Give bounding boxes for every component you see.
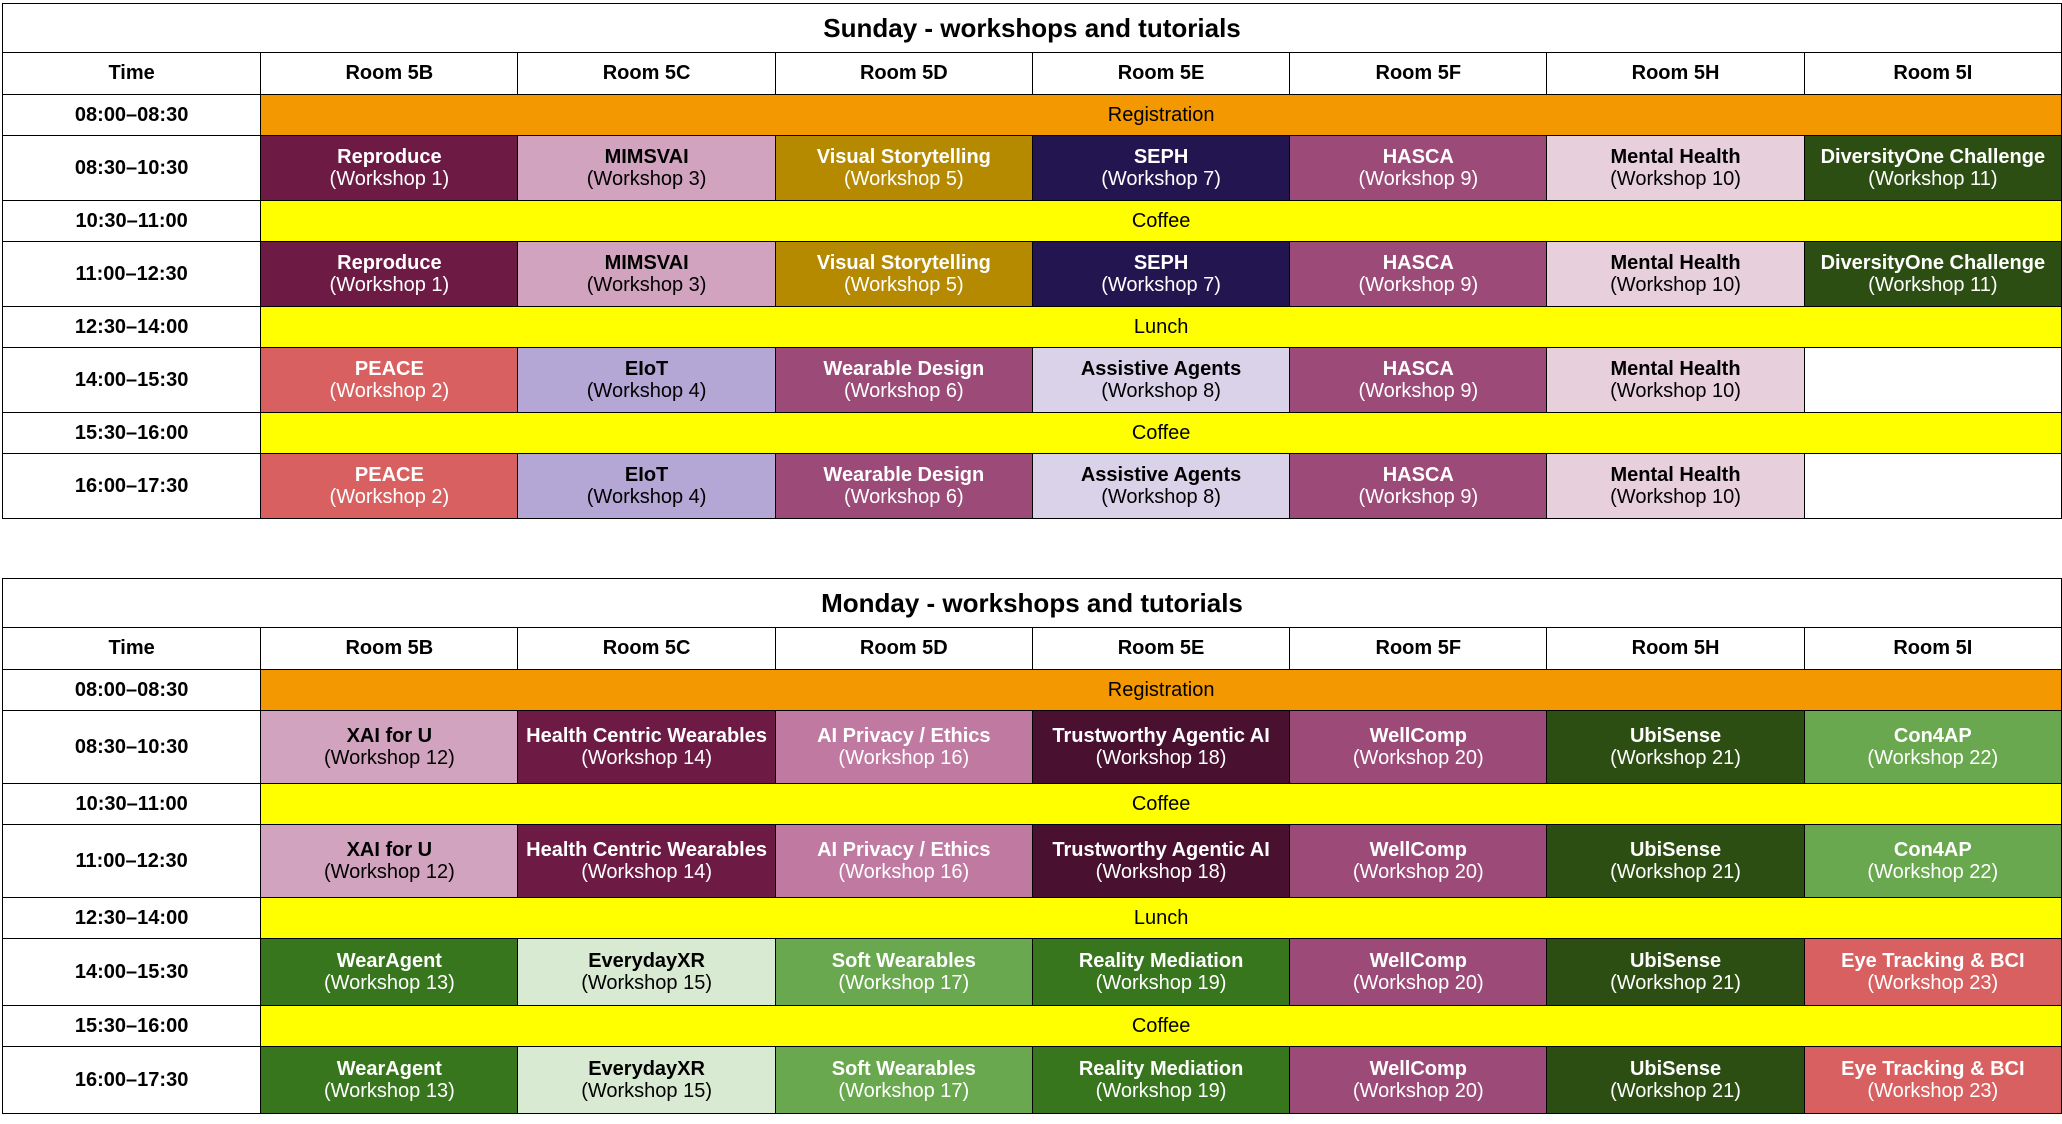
- workshop-cell: [1547, 1047, 1804, 1114]
- schedule-row: [3, 413, 2062, 454]
- workshop-cell: [1804, 711, 2061, 784]
- workshop-name: HASCA: [1382, 464, 1454, 486]
- workshop-cell: [1547, 711, 1804, 784]
- day-title: Monday - workshops and tutorials: [3, 579, 2062, 628]
- workshop-cell: [1290, 136, 1547, 201]
- time-slot: 08:00–08:30: [3, 670, 261, 711]
- workshop-cell: [1290, 242, 1547, 307]
- workshop-number: (Workshop 9): [1358, 486, 1479, 508]
- time-slot: 12:30–14:00: [3, 898, 261, 939]
- workshop-cell: [1290, 939, 1547, 1006]
- workshop-number: (Workshop 15): [581, 1080, 712, 1102]
- workshop-name: UbiSense: [1629, 1058, 1722, 1080]
- workshop-name: Mental Health: [1610, 252, 1741, 274]
- workshop-number: (Workshop 4): [586, 486, 707, 508]
- room-header: Room 5F: [1290, 53, 1547, 95]
- workshop-cell: [518, 242, 775, 307]
- workshop-number: (Workshop 12): [323, 861, 455, 883]
- workshop-cell: [1804, 136, 2061, 201]
- workshop-name: Reality Mediation: [1078, 1058, 1244, 1080]
- schedule-row: [3, 95, 2062, 136]
- workshop-number: (Workshop 14): [581, 861, 712, 883]
- workshop-name: Trustworthy Agentic AI: [1052, 839, 1270, 861]
- workshop-number: (Workshop 11): [1868, 274, 1998, 296]
- workshop-cell: [261, 1047, 518, 1114]
- workshop-name: HASCA: [1382, 146, 1454, 168]
- schedule-row: [3, 1047, 2062, 1114]
- time-slot: 08:30–10:30: [3, 136, 261, 201]
- room-header: Room 5H: [1547, 53, 1804, 95]
- monday-schedule-table: [2, 578, 2062, 1114]
- workshop-cell: [1290, 454, 1547, 519]
- workshop-name: AI Privacy / Ethics: [817, 839, 991, 861]
- time-slot: 15:30–16:00: [3, 1006, 261, 1047]
- header-row: [3, 628, 2062, 670]
- workshop-cell: [261, 939, 518, 1006]
- workshop-cell: [261, 454, 518, 519]
- workshop-cell: [1547, 242, 1804, 307]
- workshop-cell: [261, 136, 518, 201]
- workshop-cell: [775, 242, 1032, 307]
- workshop-cell: [1804, 242, 2061, 307]
- workshop-number: (Workshop 1): [329, 274, 450, 296]
- workshop-number: (Workshop 16): [838, 747, 970, 769]
- workshop-cell: [261, 348, 518, 413]
- workshop-number: (Workshop 20): [1352, 1080, 1484, 1102]
- schedule-row: [3, 307, 2062, 348]
- workshop-number: (Workshop 3): [586, 274, 707, 296]
- time-slot: 12:30–14:00: [3, 307, 261, 348]
- room-header: Room 5D: [775, 628, 1032, 670]
- workshop-name: XAI for U: [346, 839, 433, 861]
- workshop-name: Con4AP: [1893, 725, 1972, 747]
- schedule-row: [3, 201, 2062, 242]
- workshop-name: Eye Tracking & BCI: [1841, 1058, 2025, 1080]
- workshop-number: (Workshop 21): [1610, 1080, 1741, 1102]
- workshop-number: (Workshop 1): [329, 168, 450, 190]
- workshop-cell: [518, 136, 775, 201]
- schedule-row: [3, 242, 2062, 307]
- workshop-number: (Workshop 18): [1095, 747, 1227, 769]
- schedule-row: [3, 825, 2062, 898]
- workshop-number: (Workshop 11): [1868, 168, 1998, 190]
- workshop-number: (Workshop 4): [586, 380, 707, 402]
- time-slot: 08:30–10:30: [3, 711, 261, 784]
- workshop-name: WellComp: [1369, 725, 1467, 747]
- workshop-name: Wearable Design: [823, 358, 985, 380]
- workshop-number: (Workshop 10): [1610, 486, 1741, 508]
- workshop-name: DiversityOne Challenge: [1820, 146, 2046, 168]
- room-header: Room 5I: [1804, 53, 2061, 95]
- workshop-cell: [775, 348, 1032, 413]
- workshop-name: UbiSense: [1629, 950, 1722, 972]
- empty-slot: [1804, 454, 2061, 519]
- workshop-number: (Workshop 10): [1610, 274, 1741, 296]
- empty-slot: [1804, 348, 2061, 413]
- workshop-name: EverydayXR: [588, 1058, 705, 1080]
- time-column-header: Time: [3, 628, 261, 670]
- workshop-cell: [261, 825, 518, 898]
- workshop-number: (Workshop 23): [1867, 972, 1999, 994]
- workshop-name: Mental Health: [1610, 146, 1741, 168]
- workshop-number: (Workshop 13): [323, 1080, 455, 1102]
- workshop-number: (Workshop 8): [1101, 486, 1221, 508]
- workshop-number: (Workshop 19): [1095, 1080, 1227, 1102]
- schedule-row: [3, 1006, 2062, 1047]
- schedule-row: [3, 898, 2062, 939]
- workshop-number: (Workshop 7): [1101, 168, 1221, 190]
- workshop-name: EverydayXR: [588, 950, 705, 972]
- workshop-number: (Workshop 7): [1101, 274, 1221, 296]
- workshop-cell: [1290, 1047, 1547, 1114]
- workshop-number: (Workshop 8): [1101, 380, 1221, 402]
- workshop-cell: [1547, 454, 1804, 519]
- workshop-cell: [775, 454, 1032, 519]
- workshop-name: Health Centric Wearables: [526, 725, 767, 747]
- workshop-number: (Workshop 9): [1358, 274, 1479, 296]
- time-slot: 11:00–12:30: [3, 242, 261, 307]
- workshop-number: (Workshop 22): [1867, 861, 1999, 883]
- workshop-cell: [1032, 939, 1289, 1006]
- workshop-cell: [1804, 825, 2061, 898]
- workshop-number: (Workshop 21): [1610, 861, 1741, 883]
- sunday-schedule-table: [2, 3, 2062, 519]
- workshop-name: WearAgent: [336, 1058, 442, 1080]
- workshop-number: (Workshop 3): [586, 168, 707, 190]
- workshop-cell: [1547, 939, 1804, 1006]
- workshop-cell: [1547, 825, 1804, 898]
- room-header: Room 5E: [1032, 628, 1289, 670]
- workshop-number: (Workshop 9): [1358, 380, 1479, 402]
- schedule-row: [3, 711, 2062, 784]
- workshop-number: (Workshop 5): [844, 274, 964, 296]
- workshop-number: (Workshop 17): [838, 972, 970, 994]
- workshop-name: Assistive Agents: [1080, 464, 1242, 486]
- workshop-name: Reproduce: [337, 252, 442, 274]
- registration-band: Registration: [261, 670, 2062, 711]
- room-header: Room 5I: [1804, 628, 2061, 670]
- room-header: Room 5E: [1032, 53, 1289, 95]
- workshop-name: WearAgent: [336, 950, 442, 972]
- time-slot: 16:00–17:30: [3, 1047, 261, 1114]
- break-band: Coffee: [261, 1006, 2062, 1047]
- break-band: Coffee: [261, 413, 2062, 454]
- workshop-number: (Workshop 20): [1352, 861, 1484, 883]
- workshop-name: Trustworthy Agentic AI: [1052, 725, 1270, 747]
- schedule-row: [3, 454, 2062, 519]
- schedule-row: [3, 784, 2062, 825]
- workshop-cell: [775, 136, 1032, 201]
- workshop-name: PEACE: [354, 464, 424, 486]
- room-header: Room 5C: [518, 628, 775, 670]
- workshop-cell: [1290, 825, 1547, 898]
- workshop-cell: [1290, 711, 1547, 784]
- workshop-name: HASCA: [1382, 358, 1454, 380]
- header-row: [3, 53, 2062, 95]
- workshop-cell: [1032, 1047, 1289, 1114]
- workshop-cell: [518, 1047, 775, 1114]
- workshop-name: SEPH: [1133, 146, 1189, 168]
- workshop-number: (Workshop 14): [581, 747, 712, 769]
- workshop-number: (Workshop 20): [1352, 972, 1484, 994]
- room-header: Room 5D: [775, 53, 1032, 95]
- break-band: Lunch: [261, 898, 2062, 939]
- schedule-row: [3, 348, 2062, 413]
- workshop-cell: [518, 939, 775, 1006]
- workshop-cell: [1032, 348, 1289, 413]
- workshop-name: EIoT: [624, 464, 669, 486]
- workshop-name: PEACE: [354, 358, 424, 380]
- workshop-name: MIMSVAI: [604, 146, 689, 168]
- workshop-cell: [518, 348, 775, 413]
- schedule-row: [3, 136, 2062, 201]
- workshop-name: WellComp: [1369, 1058, 1467, 1080]
- time-slot: 10:30–11:00: [3, 784, 261, 825]
- workshop-number: (Workshop 17): [838, 1080, 970, 1102]
- schedule-row: [3, 939, 2062, 1006]
- workshop-name: DiversityOne Challenge: [1820, 252, 2046, 274]
- workshop-number: (Workshop 6): [844, 380, 964, 402]
- workshop-name: HASCA: [1382, 252, 1454, 274]
- workshop-cell: [518, 711, 775, 784]
- workshop-name: MIMSVAI: [604, 252, 689, 274]
- workshop-name: Visual Storytelling: [816, 146, 991, 168]
- workshop-number: (Workshop 10): [1610, 380, 1741, 402]
- workshop-cell: [1804, 939, 2061, 1006]
- workshop-cell: [1032, 242, 1289, 307]
- break-band: Coffee: [261, 784, 2062, 825]
- workshop-name: WellComp: [1369, 839, 1467, 861]
- workshop-name: UbiSense: [1629, 839, 1722, 861]
- time-slot: 14:00–15:30: [3, 939, 261, 1006]
- room-header: Room 5B: [261, 53, 518, 95]
- room-header: Room 5B: [261, 628, 518, 670]
- workshop-name: Assistive Agents: [1080, 358, 1242, 380]
- workshop-number: (Workshop 12): [323, 747, 455, 769]
- workshop-name: WellComp: [1369, 950, 1467, 972]
- workshop-number: (Workshop 6): [844, 486, 964, 508]
- workshop-name: EIoT: [624, 358, 669, 380]
- workshop-number: (Workshop 21): [1610, 747, 1741, 769]
- workshop-name: Health Centric Wearables: [526, 839, 767, 861]
- workshop-name: Reality Mediation: [1078, 950, 1244, 972]
- workshop-cell: [1032, 711, 1289, 784]
- workshop-name: Soft Wearables: [831, 950, 976, 972]
- workshop-name: AI Privacy / Ethics: [817, 725, 991, 747]
- workshop-number: (Workshop 21): [1610, 972, 1741, 994]
- workshop-name: UbiSense: [1629, 725, 1722, 747]
- time-slot: 11:00–12:30: [3, 825, 261, 898]
- schedule-row: [3, 670, 2062, 711]
- workshop-number: (Workshop 2): [329, 380, 450, 402]
- workshop-cell: [1804, 1047, 2061, 1114]
- workshop-name: Reproduce: [337, 146, 442, 168]
- room-header: Room 5H: [1547, 628, 1804, 670]
- room-header: Room 5F: [1290, 628, 1547, 670]
- workshop-cell: [261, 242, 518, 307]
- workshop-name: SEPH: [1133, 252, 1189, 274]
- workshop-name: Con4AP: [1893, 839, 1972, 861]
- workshop-cell: [775, 825, 1032, 898]
- workshop-number: (Workshop 15): [581, 972, 712, 994]
- day-title: Sunday - workshops and tutorials: [3, 4, 2062, 53]
- workshop-number: (Workshop 10): [1610, 168, 1741, 190]
- workshop-number: (Workshop 22): [1867, 747, 1999, 769]
- time-slot: 14:00–15:30: [3, 348, 261, 413]
- workshop-cell: [1032, 136, 1289, 201]
- workshop-cell: [775, 711, 1032, 784]
- workshop-number: (Workshop 20): [1352, 747, 1484, 769]
- workshop-number: (Workshop 16): [838, 861, 970, 883]
- registration-band: Registration: [261, 95, 2062, 136]
- workshop-name: Soft Wearables: [831, 1058, 976, 1080]
- workshop-number: (Workshop 19): [1095, 972, 1227, 994]
- room-header: Room 5C: [518, 53, 775, 95]
- workshop-name: XAI for U: [346, 725, 433, 747]
- workshop-cell: [775, 939, 1032, 1006]
- workshop-cell: [1290, 348, 1547, 413]
- workshop-cell: [261, 711, 518, 784]
- workshop-name: Mental Health: [1610, 464, 1741, 486]
- time-slot: 10:30–11:00: [3, 201, 261, 242]
- workshop-name: Eye Tracking & BCI: [1841, 950, 2025, 972]
- workshop-cell: [518, 825, 775, 898]
- workshop-cell: [518, 454, 775, 519]
- workshop-name: Mental Health: [1610, 358, 1741, 380]
- workshop-cell: [1547, 348, 1804, 413]
- workshop-number: (Workshop 2): [329, 486, 450, 508]
- time-column-header: Time: [3, 53, 261, 95]
- workshop-cell: [1032, 825, 1289, 898]
- workshop-number: (Workshop 9): [1358, 168, 1479, 190]
- workshop-number: (Workshop 13): [323, 972, 455, 994]
- workshop-number: (Workshop 5): [844, 168, 964, 190]
- time-slot: 15:30–16:00: [3, 413, 261, 454]
- workshop-cell: [1547, 136, 1804, 201]
- time-slot: 16:00–17:30: [3, 454, 261, 519]
- workshop-name: Wearable Design: [823, 464, 985, 486]
- break-band: Lunch: [261, 307, 2062, 348]
- workshop-cell: [775, 1047, 1032, 1114]
- time-slot: 08:00–08:30: [3, 95, 261, 136]
- workshop-cell: [1032, 454, 1289, 519]
- workshop-name: Visual Storytelling: [816, 252, 991, 274]
- workshop-number: (Workshop 18): [1095, 861, 1227, 883]
- break-band: Coffee: [261, 201, 2062, 242]
- workshop-number: (Workshop 23): [1867, 1080, 1999, 1102]
